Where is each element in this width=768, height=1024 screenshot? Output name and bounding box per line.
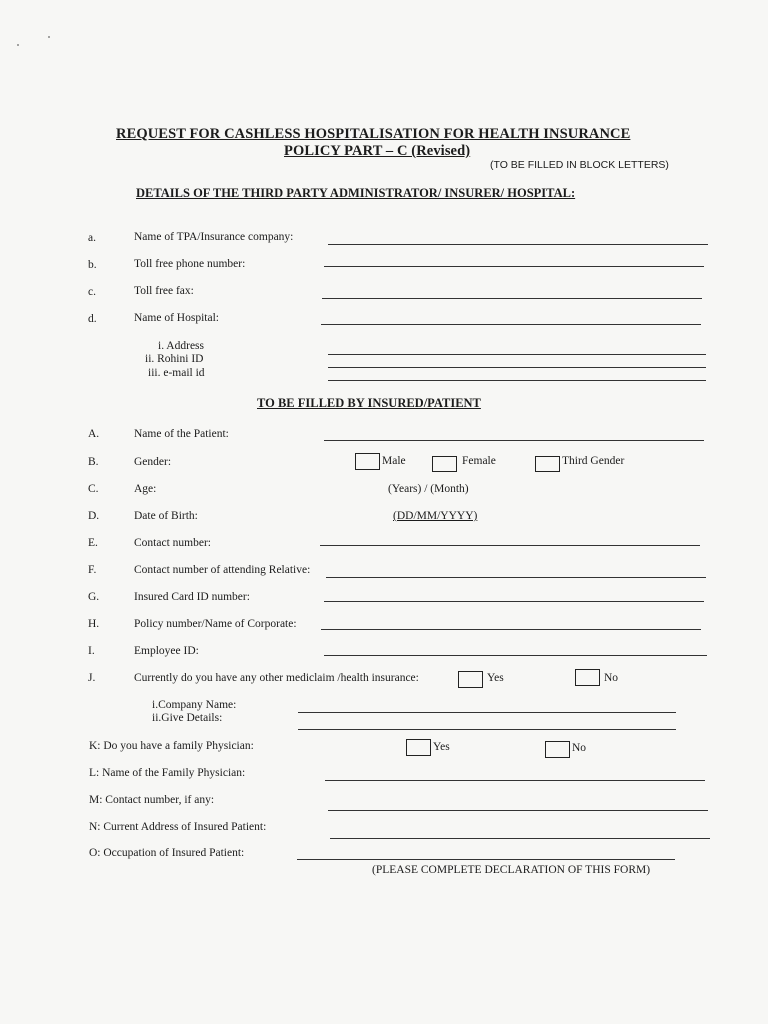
family-physician-no-label: No <box>572 742 587 754</box>
item-marker: B. <box>88 456 99 468</box>
item-marker: I. <box>88 645 95 657</box>
give-details-label: ii.Give Details: <box>152 712 223 724</box>
age-label: Age: <box>134 483 157 495</box>
item-marker: E. <box>88 537 98 549</box>
item-marker: F. <box>88 564 97 576</box>
contact-number-field[interactable] <box>320 545 700 546</box>
address-label: i. Address <box>158 340 204 352</box>
family-physician-no-checkbox[interactable] <box>545 741 570 758</box>
item-marker: b. <box>88 259 97 271</box>
form-title-line2: POLICY PART – C (Revised) <box>284 143 471 159</box>
dob-label: Date of Birth: <box>134 510 198 522</box>
policy-number-field[interactable] <box>321 629 701 630</box>
section2-heading: TO BE FILLED BY INSURED/PATIENT <box>257 396 481 410</box>
gender-label: Gender: <box>134 456 172 468</box>
relative-contact-field[interactable] <box>326 577 706 578</box>
employee-id-label: Employee ID: <box>134 645 199 657</box>
occupation-label: O: Occupation of Insured Patient: <box>89 847 245 859</box>
toll-free-fax-label: Toll free fax: <box>134 285 194 297</box>
patient-name-field[interactable] <box>324 440 704 441</box>
item-marker: J. <box>88 672 96 684</box>
policy-number-label: Policy number/Name of Corporate: <box>134 618 297 630</box>
block-letters-note: (TO BE FILLED IN BLOCK LETTERS) <box>490 159 669 171</box>
item-marker: d. <box>88 313 97 325</box>
patient-name-label: Name of the Patient: <box>134 428 229 440</box>
rohini-id-label: ii. Rohini ID <box>145 353 204 365</box>
occupation-field[interactable] <box>297 859 675 860</box>
contact-number-label: Contact number: <box>134 537 211 549</box>
current-address-label: N: Current Address of Insured Patient: <box>89 821 267 833</box>
insured-card-id-label: Insured Card ID number: <box>134 591 250 603</box>
item-marker: C. <box>88 483 99 495</box>
insured-card-id-field[interactable] <box>324 601 704 602</box>
gender-female-checkbox[interactable] <box>432 456 457 472</box>
gender-female-label: Female <box>462 455 496 467</box>
family-physician-label: K: Do you have a family Physician: <box>89 740 254 752</box>
item-marker: c. <box>88 286 96 298</box>
toll-free-phone-field[interactable] <box>324 266 704 267</box>
physician-name-field[interactable] <box>325 780 705 781</box>
section1-heading: DETAILS OF THE THIRD PARTY ADMINISTRATOR/ INSURER/ HOSPITAL: <box>136 186 576 200</box>
physician-contact-label: M: Contact number, if any: <box>89 794 215 806</box>
email-id-field[interactable] <box>328 380 706 381</box>
other-insurance-no-checkbox[interactable] <box>575 669 600 686</box>
relative-contact-label: Contact number of attending Relative: <box>134 564 311 576</box>
physician-contact-field[interactable] <box>328 810 708 811</box>
current-address-field[interactable] <box>330 838 710 839</box>
item-marker: H. <box>88 618 100 630</box>
gender-male-checkbox[interactable] <box>355 453 380 470</box>
form-title-line1: REQUEST FOR CASHLESS HOSPITALISATION FOR HEALTH INSURANCE <box>116 126 631 142</box>
physician-name-label: L: Name of the Family Physician: <box>89 767 246 779</box>
age-field-hint[interactable]: (Years) / (Month) <box>388 483 469 495</box>
rohini-id-field[interactable] <box>328 367 706 368</box>
family-physician-yes-checkbox[interactable] <box>406 739 431 756</box>
employee-id-field[interactable] <box>324 655 707 656</box>
tpa-name-field[interactable] <box>328 244 708 245</box>
item-marker: G. <box>88 591 100 603</box>
gender-third-checkbox[interactable] <box>535 456 560 472</box>
gender-third-label: Third Gender <box>562 455 625 467</box>
family-physician-yes-label: Yes <box>433 741 450 753</box>
company-name-label: i.Company Name: <box>152 699 237 711</box>
hospital-name-field[interactable] <box>321 324 701 325</box>
item-marker: a. <box>88 232 96 244</box>
toll-free-phone-label: Toll free phone number: <box>134 258 246 270</box>
other-insurance-label: Currently do you have any other mediclaim /health insurance: <box>134 672 419 684</box>
other-insurance-no-label: No <box>604 672 619 684</box>
tpa-name-label: Name of TPA/Insurance company: <box>134 231 294 243</box>
declaration-note: (PLEASE COMPLETE DECLARATION OF THIS FORM) <box>372 864 651 876</box>
email-id-label: iii. e-mail id <box>148 367 205 379</box>
item-marker: D. <box>88 510 100 522</box>
toll-free-fax-field[interactable] <box>322 298 702 299</box>
scan-speck <box>48 36 50 38</box>
gender-male-label: Male <box>382 455 406 467</box>
scan-speck <box>17 44 19 46</box>
other-insurance-yes-checkbox[interactable] <box>458 671 483 688</box>
other-insurance-yes-label: Yes <box>487 672 504 684</box>
dob-field-hint[interactable]: (DD/MM/YYYY) <box>393 510 478 522</box>
hospital-name-label: Name of Hospital: <box>134 312 219 324</box>
company-name-field[interactable] <box>298 712 676 713</box>
address-field[interactable] <box>328 354 706 355</box>
give-details-field[interactable] <box>298 729 676 730</box>
item-marker: A. <box>88 428 100 440</box>
